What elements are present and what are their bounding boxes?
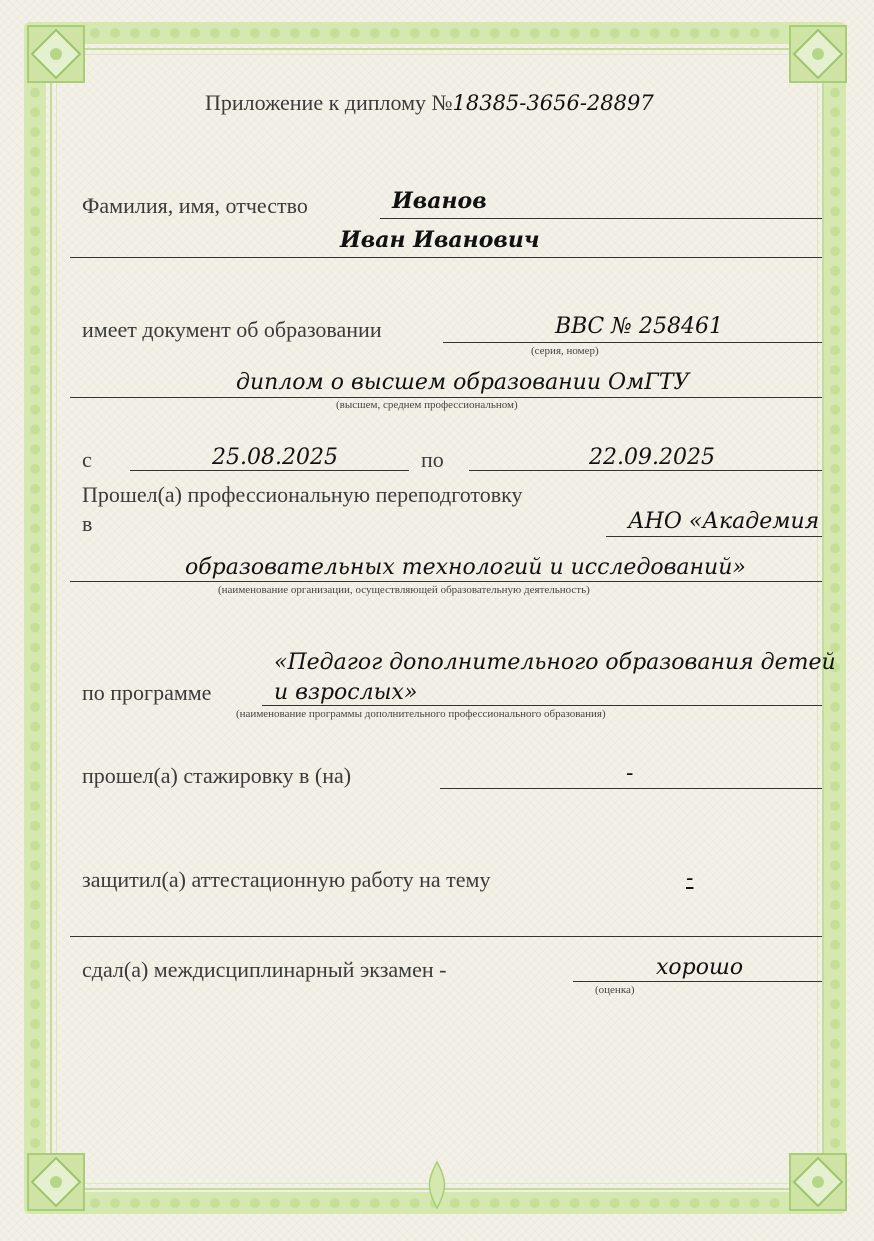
- program-line-2: и взрослых»: [274, 680, 418, 705]
- thesis-label: защитил(а) аттестационную работу на тему: [82, 867, 491, 892]
- program-caption: (наименование программы дополнительного профессионального образования): [236, 708, 606, 720]
- title-prefix: Приложение к диплому №: [205, 90, 453, 115]
- surname-underline: [380, 218, 822, 219]
- education-doc-label: имеет документ об образовании: [82, 317, 382, 342]
- corner-ornament-icon: [786, 22, 850, 86]
- internship-value: -: [626, 761, 634, 786]
- organization-line-2: образовательных технологий и исследований»: [185, 555, 746, 580]
- internship-underline: [440, 788, 822, 789]
- exam-caption: (оценка): [595, 984, 635, 996]
- bottom-ornament-icon: [417, 1160, 457, 1210]
- fio-label: Фамилия, имя, отчество: [82, 193, 308, 218]
- date-to-label: по: [421, 447, 444, 472]
- education-caption: (высшем, среднем профессиональном): [336, 399, 518, 411]
- education-value: диплом о высшем образовании ОмГТУ: [236, 370, 690, 395]
- organization-underline-1: [606, 536, 822, 537]
- frame-inner-border-2: [56, 54, 818, 1184]
- education-doc-number: ВВС № 258461: [555, 314, 723, 339]
- date-from-label: с: [82, 447, 92, 472]
- date-from-value: 25.08.2025: [212, 445, 338, 470]
- in-label: в: [82, 511, 93, 536]
- date-to-value: 22.09.2025: [589, 445, 715, 470]
- organization-caption: (наименование организации, осуществляющей образовательную деятельность): [218, 584, 590, 596]
- thesis-value: -: [686, 866, 694, 891]
- thesis-underline: [70, 936, 822, 937]
- program-label: по программе: [82, 680, 212, 705]
- exam-label: сдал(а) междисциплинарный экзамен -: [82, 957, 447, 982]
- exam-grade: хорошо: [656, 955, 744, 980]
- name-underline: [70, 257, 822, 258]
- education-underline: [70, 397, 822, 398]
- date-from-underline: [130, 470, 409, 471]
- doc-number-underline: [443, 342, 822, 343]
- date-to-underline: [469, 470, 822, 471]
- retraining-label: Прошел(а) профессиональную переподготовку: [82, 482, 523, 507]
- organization-underline-2: [70, 581, 822, 582]
- corner-ornament-icon: [24, 1150, 88, 1214]
- corner-ornament-icon: [24, 22, 88, 86]
- surname-value: Иванов: [392, 188, 487, 214]
- internship-label: прошел(а) стажировку в (на): [82, 763, 352, 788]
- exam-underline: [573, 981, 822, 982]
- page-title: [205, 90, 654, 116]
- program-underline: [262, 705, 822, 706]
- doc-number-caption: (серия, номер): [531, 345, 599, 357]
- organization-line-1: АНО «Академия: [628, 509, 820, 534]
- corner-ornament-icon: [786, 1150, 850, 1214]
- program-line-1: «Педагог дополнительного образования детей: [274, 650, 836, 675]
- name-patronymic-value: Иван Иванович: [340, 227, 540, 253]
- diploma-number: 18385-3656-28897: [452, 91, 654, 115]
